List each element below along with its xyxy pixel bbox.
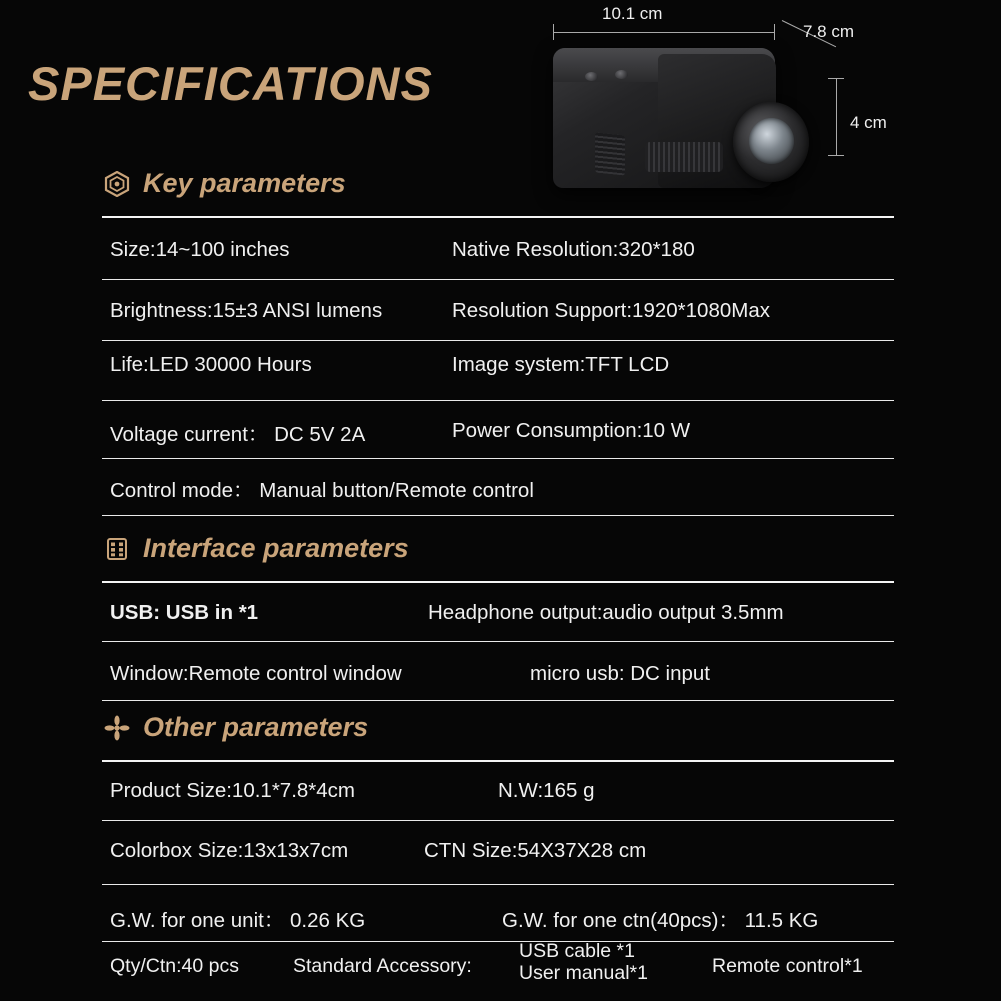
accessory-line-1: USB cable *1 [519, 940, 635, 962]
table-rule [102, 400, 894, 401]
table-cell: Brightness:15±3 ANSI lumens [110, 299, 383, 322]
table-rule [102, 700, 894, 701]
table-cell: Native Resolution:320*180 [452, 238, 695, 261]
width-tick-right [774, 24, 775, 40]
table-rule [102, 884, 894, 885]
button-dot-1 [585, 72, 598, 81]
table-cell: micro usb: DC input [530, 662, 711, 685]
table-cell: Power Consumption:10 W [452, 419, 691, 442]
width-label: 10.1 cm [602, 4, 663, 23]
table-cell: Size:14~100 inches [110, 238, 290, 261]
table-cell [110, 601, 258, 625]
height-label: 4 cm [850, 113, 887, 132]
section-heading-interface-parameters [104, 533, 409, 564]
usb-label: USB: USB in *1 [110, 601, 259, 624]
hexagon-target-icon [104, 171, 130, 197]
section-title-text: Interface parameters [143, 533, 409, 563]
accessory-list [519, 941, 648, 985]
flower-star-icon [104, 715, 130, 741]
depth-label: 7.8 cm [803, 22, 855, 41]
table-rule [102, 458, 894, 459]
projector-lens [749, 118, 794, 164]
height-tick-top [828, 78, 844, 79]
height-tick-bottom [828, 155, 844, 156]
projector-body [553, 48, 775, 188]
section-heading-key-parameters [104, 168, 346, 199]
section-title-text: Key parameters [143, 168, 346, 198]
width-dimension-line [553, 32, 775, 33]
table-rule [102, 216, 894, 218]
table-cell: Voltage current： DC 5V 2A [110, 423, 366, 446]
section-heading-other-parameters [104, 712, 368, 743]
table-cell: N.W:165 g [498, 779, 595, 802]
product-image [520, 0, 920, 215]
table-cell: Colorbox Size:13x13x7cm [110, 839, 349, 862]
accessory-line-3: Remote control*1 [712, 955, 863, 977]
standard-accessory-label: Standard Accessory: [293, 955, 472, 977]
projector-vent [595, 132, 625, 175]
height-dimension-line [836, 78, 837, 156]
qty-per-ctn-cell: Qty/Ctn:40 pcs [110, 955, 239, 977]
table-cell: Life:LED 30000 Hours [110, 353, 312, 376]
table-cell: CTN Size:54X37X28 cm [424, 839, 647, 862]
table-rule [102, 820, 894, 821]
projector-speaker-grill [645, 142, 723, 172]
page-title: SPECIFICATIONS [28, 57, 433, 110]
table-cell: Product Size:10.1*7.8*4cm [110, 779, 355, 802]
accessory-line-2: User manual*1 [519, 961, 648, 984]
film-strip-icon [104, 536, 130, 562]
table-cell: Window:Remote control window [110, 662, 402, 685]
table-rule [102, 760, 894, 762]
width-tick-left [553, 24, 554, 40]
table-rule [102, 641, 894, 642]
section-title-text: Other parameters [143, 712, 369, 742]
table-cell: Headphone output:audio output 3.5mm [428, 601, 784, 624]
table-rule [102, 515, 894, 516]
table-cell: Control mode： Manual button/Remote control [110, 479, 534, 502]
table-rule [102, 279, 894, 280]
table-cell: Resolution Support:1920*1080Max [452, 299, 770, 322]
table-cell: Image system:TFT LCD [452, 353, 670, 376]
table-rule [102, 340, 894, 341]
table-rule [102, 581, 894, 583]
table-cell: G.W. for one unit： 0.26 KG [110, 909, 366, 932]
table-rule [102, 941, 894, 942]
button-dot-2 [615, 70, 628, 79]
table-cell: G.W. for one ctn(40pcs)： 11.5 KG [502, 909, 819, 932]
